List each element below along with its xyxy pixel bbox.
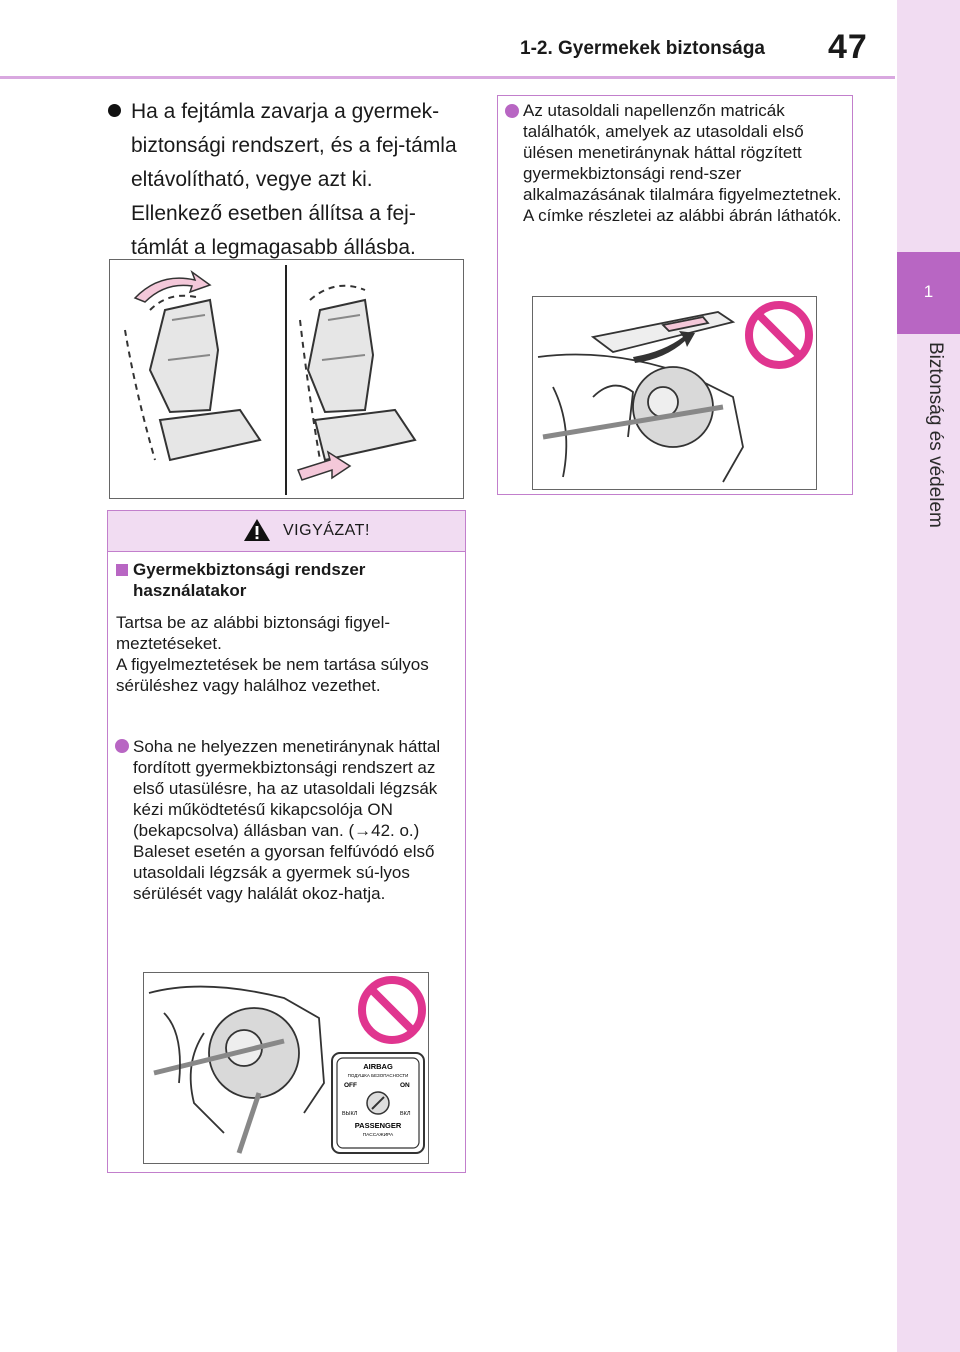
- bullet-dot-icon: [108, 104, 121, 117]
- bullet-dot-icon: [115, 739, 129, 753]
- airbag-passenger-ru-label: ПАССАЖИРА: [362, 1133, 394, 1138]
- intro-bullet-text: Ha a fejtámla zavarja a gyermek-biztonsági rendszert, és a fej-támla eltávolítható, vegye azt ki. Ellenkező esetben állítsa a fej-támlát a legmagasabb állásba.: [131, 100, 457, 259]
- warning-header: [108, 511, 465, 552]
- airbag-switch-label-icon: [332, 1053, 424, 1153]
- section-title: 1-2. Gyermekek biztonsága: [520, 38, 765, 59]
- airbag-on-label: ON: [400, 1082, 410, 1089]
- square-bullet-icon: [116, 564, 128, 576]
- warning-bullet: Soha ne helyezzen menetiránynak háttal fordított gyermekbiztonsági rendszert az első utasülésre, ha az utasoldali légzsák kézi működtetésű kikapcsolója ON (bekapcsolva) állásban van. (→42. o.) Baleset esetén a gyorsan felfúvódó első utasoldali légzsák a gyermek sú-lyos sérülését vagy halálát okoz-hatja.: [133, 737, 441, 903]
- info-bullet-text: Az utasoldali napellenzőn matricák találhatók, amelyek az utasoldali első ülésen menetiránynak háttal rögzített gyermekbiztonsági rend-szer alkalmazásának tilalmára figyelmeztetnek. A címke részletei az alábbi ábrán láthatók.: [523, 101, 842, 225]
- headrest-illustration: [109, 259, 464, 499]
- airbag-label-title-ru: ПОДУШКА БЕЗОПАСНОСТИ: [347, 1073, 409, 1078]
- intro-bullet: [108, 95, 468, 265]
- warning-paragraph: Tartsa be az alábbi biztonsági figyel-meztetéseket. A figyelmeztetések be nem tartása súlyos sérüléshez vagy halálhoz vezethet.: [116, 613, 429, 695]
- page-number: 47: [828, 28, 868, 66]
- chapter-number: 1: [923, 282, 934, 301]
- airbag-child-seat-illustration: [143, 972, 429, 1164]
- airbag-on-ru-label: ВКЛ: [400, 1111, 411, 1117]
- warning-triangle-icon: [243, 517, 271, 543]
- sun-visor-illustration: [532, 296, 817, 490]
- side-strip: [897, 0, 960, 1352]
- chapter-title: Biztonság és védelem: [925, 342, 946, 528]
- prohibition-icon: [749, 305, 809, 365]
- airbag-passenger-label: PASSENGER: [354, 1121, 402, 1130]
- airbag-off-ru-label: ВЫКЛ: [342, 1111, 358, 1117]
- airbag-off-label: OFF: [344, 1082, 357, 1089]
- airbag-label-title: AIRBAG: [363, 1062, 393, 1071]
- warning-subheading: Gyermekbiztonsági rendszer használatakor: [133, 560, 366, 600]
- header-divider: [0, 76, 895, 79]
- bullet-dot-icon: [505, 104, 519, 118]
- warning-title: VIGYÁZAT!: [283, 522, 370, 539]
- prohibition-icon: [362, 980, 422, 1040]
